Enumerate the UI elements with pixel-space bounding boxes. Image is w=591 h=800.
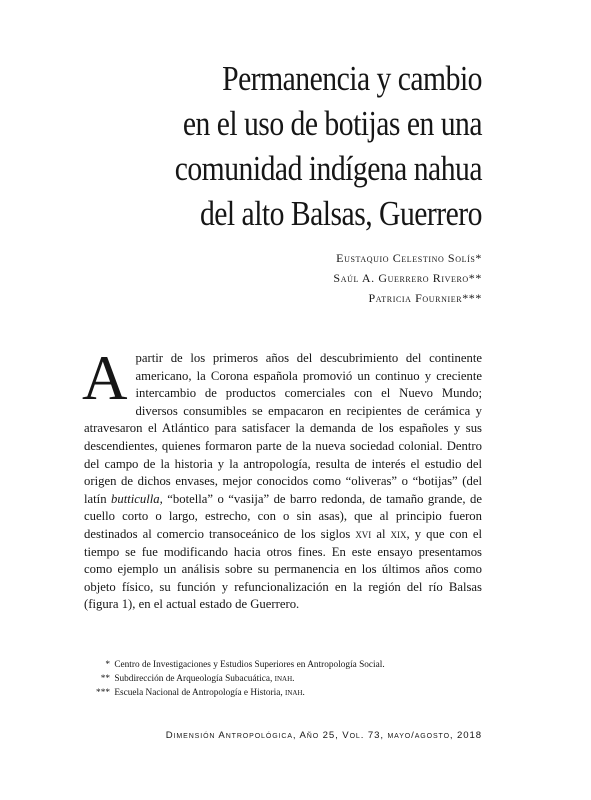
footnote xyxy=(86,686,385,700)
author-mark: *** xyxy=(462,291,482,305)
drop-cap: A xyxy=(82,343,128,413)
journal-citation: Dimensión Antropológica, Año 25, Vol. 73, mayo/agosto, 2018 xyxy=(165,730,482,741)
footnote-mark: *** xyxy=(96,688,110,698)
author-entry xyxy=(333,288,482,308)
footnote xyxy=(86,658,385,672)
article-title xyxy=(145,57,482,237)
footnote-text: Subdirección de Arqueología Subacuática, xyxy=(114,674,275,684)
author-name: Patricia Fournier xyxy=(368,291,463,305)
footnotes xyxy=(86,658,385,700)
abstract-text: , y que con el tiempo se fue modificando hacia otros fines. En este ensayo presentamos como ejemplo un análisis sobre su permanencia en los últimos años como objeto físico, su función y refuncionalización en la región del río Balsas (figura 1), en el actual estado de Guerrero. xyxy=(84,526,482,612)
author-name: Saúl A. Guerrero Rivero xyxy=(333,271,469,285)
author-list xyxy=(333,248,482,308)
abstract-paragraph xyxy=(82,343,482,614)
title-line: en el uso de botijas en una xyxy=(182,105,482,143)
title-line: del alto Balsas, Guerrero xyxy=(199,195,482,233)
title-line: comunidad indígena nahua xyxy=(174,150,482,188)
author-name: Eustaquio Celestino Solís xyxy=(336,251,476,265)
footnote-text: Escuela Nacional de Antropología e Historia, xyxy=(114,688,285,698)
century-numeral: xvi xyxy=(355,526,372,541)
abstract-text: “botella” o “vasija” de barro redonda, de tamaño grande, de cuello corto o largo, estrecho, con o sin asas), que al principio fueron destinados al comercio transoceánico de los siglos xyxy=(84,491,482,541)
author-entry xyxy=(333,268,482,288)
latin-term: butticulla, xyxy=(111,491,163,506)
author-mark: * xyxy=(475,251,482,265)
footnote-abbr: inah. xyxy=(274,674,295,684)
footnote-text: Centro de Investigaciones y Estudios Superiores en Antropología Social. xyxy=(114,660,385,670)
abstract-text: al xyxy=(371,526,391,541)
footnote-mark: * xyxy=(105,660,110,670)
title-line: Permanencia y cambio xyxy=(222,60,482,98)
century-numeral: xix xyxy=(390,526,407,541)
author-mark: ** xyxy=(468,271,482,285)
author-entry xyxy=(333,248,482,268)
footnote-abbr: inah. xyxy=(284,688,305,698)
footnote xyxy=(86,672,385,686)
abstract-text: partir de los primeros años del descubrimiento del continente americano, la Corona española promovió un continuo y creciente intercambio de productos comerciales con el Nuevo Mundo; diversos consumibles se empacaron en recipientes de cerámica y atravesaron el Atlántico para satisfacer la demanda de los españoles y sus descendientes, quienes formaron parte de la nueva sociedad colonial. Dentro del campo de la historia y la antropología, resulta de interés el estudio del origen de dichos envases, mejor conocidos como “oliveras” o “botijas” (del latín xyxy=(84,351,482,506)
footnote-mark: ** xyxy=(100,674,110,684)
